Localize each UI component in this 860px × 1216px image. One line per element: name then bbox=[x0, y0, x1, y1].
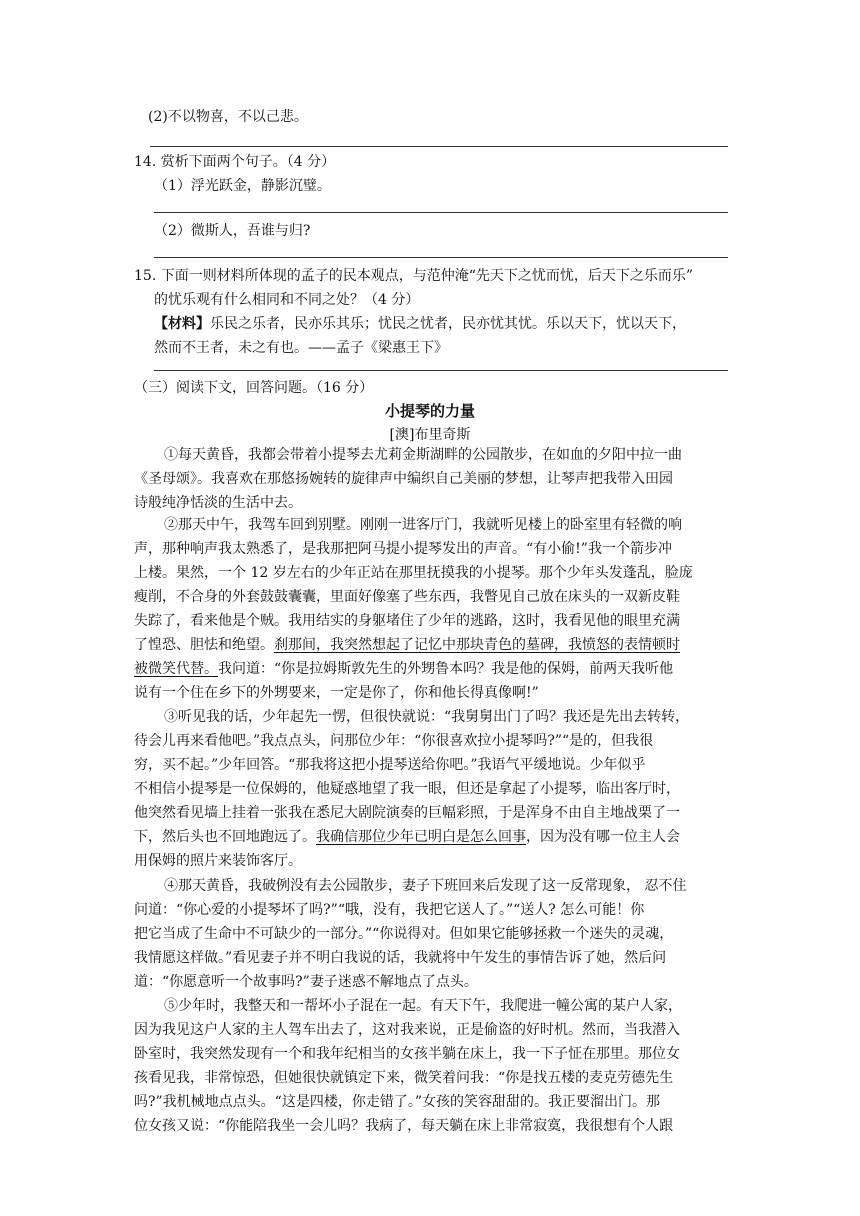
p5-line: 卧室时，我突然发现有一个和我年纪相当的女孩半躺在床上，我一下子怔在那里。那位女 bbox=[134, 1046, 680, 1062]
article-title: 小提琴的力量 bbox=[384, 402, 475, 420]
p5-line: 因为我见这户人家的主人驾车出去了，这对我来说，正是偷盗的好时机。然而，当我潜入 bbox=[134, 1022, 680, 1038]
article-author: [澳]布里奇斯 bbox=[389, 427, 471, 443]
p2-line: ②那天中午，我驾车回到别墅。刚刚一进客厅门，我就听见楼上的卧室里有轻微的响 bbox=[164, 517, 682, 533]
underlined-sentence: 刹那间，我突然想起了记忆中那块青色的墓碑，我愤怒的表情顿时 bbox=[274, 637, 680, 653]
q13-item2: (2)不以物喜，不以己悲。 bbox=[148, 109, 308, 125]
underlined-sentence: 我确信那位少年已明白是怎么回事 bbox=[316, 829, 526, 845]
p3-line: ③听见我的话，少年起先一愣，但很快就说：“我舅舅出门了吗？我还是先出去转转， bbox=[164, 709, 690, 725]
p4-line: 问道：“你心爱的小提琴坏了吗?”“哦，没有，我把它送人了。”“送人? 怎么可能！你 bbox=[134, 902, 645, 918]
p2-line-with-underline: 被微笑代替。我问道：“你是拉姆斯敦先生的外甥鲁本吗？我是他的保姆，前两天我听他 bbox=[134, 661, 674, 677]
p3-line: 用保姆的照片来装饰客厅。 bbox=[134, 853, 302, 869]
q14-stem: 14. 赏析下面两个句子。（4 分） bbox=[134, 154, 336, 170]
material-tag: 【材料】 bbox=[154, 316, 210, 332]
p4-line: 我情愿这样做。”看见妻子并不明白我说的话，我就将中午发生的事情告诉了她，然后问 bbox=[134, 950, 667, 966]
q14-item2: （2）微斯人，吾谁与归? bbox=[154, 223, 311, 239]
p2-line: 瘦削，不合身的外套鼓鼓囊囊，里面好像塞了些东西，我瞥见自己放在床头的一双新皮鞋 bbox=[134, 589, 680, 605]
p1-line: 诗般纯净恬淡的生活中去。 bbox=[134, 495, 302, 511]
p5-line: 孩看见我，非常惊恐，但她很快就镇定下来，微笑着问我：“你是找五楼的麦克劳德先生 bbox=[134, 1070, 674, 1086]
p2-line: 声，那种响声我太熟悉了，是我那把阿马提小提琴发出的声音。“有小偷!”我一个箭步冲 bbox=[134, 541, 672, 557]
q15-line1: 15. 下面一则材料所体现的孟子的民本观点，与范仲淹“先天下之忧而忧，后天下之乐而乐” bbox=[134, 268, 694, 284]
p1-line: ①每天黄昏，我都会带着小提琴去尤莉金斯湖畔的公园散步，在如血的夕阳中拉一曲 bbox=[164, 447, 682, 463]
section3-heading: （三）阅读下文，回答问题。（16 分） bbox=[134, 380, 374, 396]
p4-line: ④那天黄昏，我破例没有去公园散步，妻子下班回来后发现了这一反常现象， 忍不住 bbox=[164, 878, 687, 894]
p3-line: 穷，买不起。”少年回答。“那我将这把小提琴送给你吧。”我语气平缓地说。少年似乎 bbox=[134, 757, 646, 773]
q14-item1: （1）浮光跃金，静影沉璧。 bbox=[154, 178, 331, 194]
q15-line2: 的忧乐观有什么相同和不同之处？（4 分） bbox=[154, 292, 420, 308]
p2-line-with-underline: 了惶恐、胆怯和绝望。刹那间，我突然想起了记忆中那块青色的墓碑，我愤怒的表情顿时 bbox=[134, 637, 680, 653]
q15-material-line2: 然而不王者，未之有也。——孟子《梁惠王下》 bbox=[154, 340, 448, 356]
underlined-sentence: 被微笑代替。 bbox=[134, 661, 218, 677]
p2-line: 失踪了，看来他是个贼。我用结实的身躯堵住了少年的逃路，这时，我看见他的眼里充满 bbox=[134, 613, 680, 629]
p1-line: 《圣母颂》。我喜欢在那悠扬婉转的旋律声中编织自己美丽的梦想，让琴声把我带入田园 bbox=[134, 471, 673, 487]
p4-line: 把它当成了生命中不可缺少的一部分。”“你说得对。但如果它能够拯救一个迷失的灵魂， bbox=[134, 926, 674, 942]
answer-line bbox=[150, 146, 728, 147]
p4-line: 道：“你愿意听一个故事吗?”妻子迷惑不解地点了点头。 bbox=[134, 974, 478, 990]
answer-line bbox=[154, 257, 728, 258]
p3-line-with-underline: 下，然后头也不回地跑远了。我确信那位少年已明白是怎么回事，因为没有哪一位主人会 bbox=[134, 829, 680, 845]
p5-line: 吗?”我机械地点点头。“这是四楼，你走错了。”女孩的笑容甜甜的。我正要溜出门。那 bbox=[134, 1094, 660, 1110]
p3-line: 不相信小提琴是一位保姆的，他疑惑地望了我一眼，但还是拿起了小提琴，临出客厅时， bbox=[134, 781, 680, 797]
p5-line: ⑤少年时，我整天和一帮坏小子混在一起。有天下午，我爬进一幢公寓的某户人家， bbox=[164, 998, 682, 1014]
p2-line: 上楼。果然，一个 12 岁左右的少年正站在那里抚摸我的小提琴。那个少年头发蓬乱，脸庞 bbox=[134, 565, 693, 581]
answer-line bbox=[154, 370, 728, 371]
answer-line bbox=[154, 212, 728, 213]
q15-material-line1: 【材料】乐民之乐者，民亦乐其乐；忧民之忧者，民亦忧其忧。乐以天下，忧以天下， bbox=[154, 316, 686, 332]
p3-line: 他突然看见墙上挂着一张我在悉尼大剧院演奏的巨幅彩照，于是浑身不由自主地战栗了一 bbox=[134, 805, 680, 821]
p5-line: 位女孩又说：“你能陪我坐一会儿吗？我病了，每天躺在床上非常寂寞，我很想有个人跟 bbox=[134, 1118, 674, 1134]
p2-line: 说有一个住在乡下的外甥要来，一定是你了，你和他长得真像啊!” bbox=[134, 685, 539, 701]
p3-line: 待会儿再来看他吧。”我点点头，问那位少年：“你很喜欢拉小提琴吗?”“是的，但我很 bbox=[134, 733, 654, 749]
